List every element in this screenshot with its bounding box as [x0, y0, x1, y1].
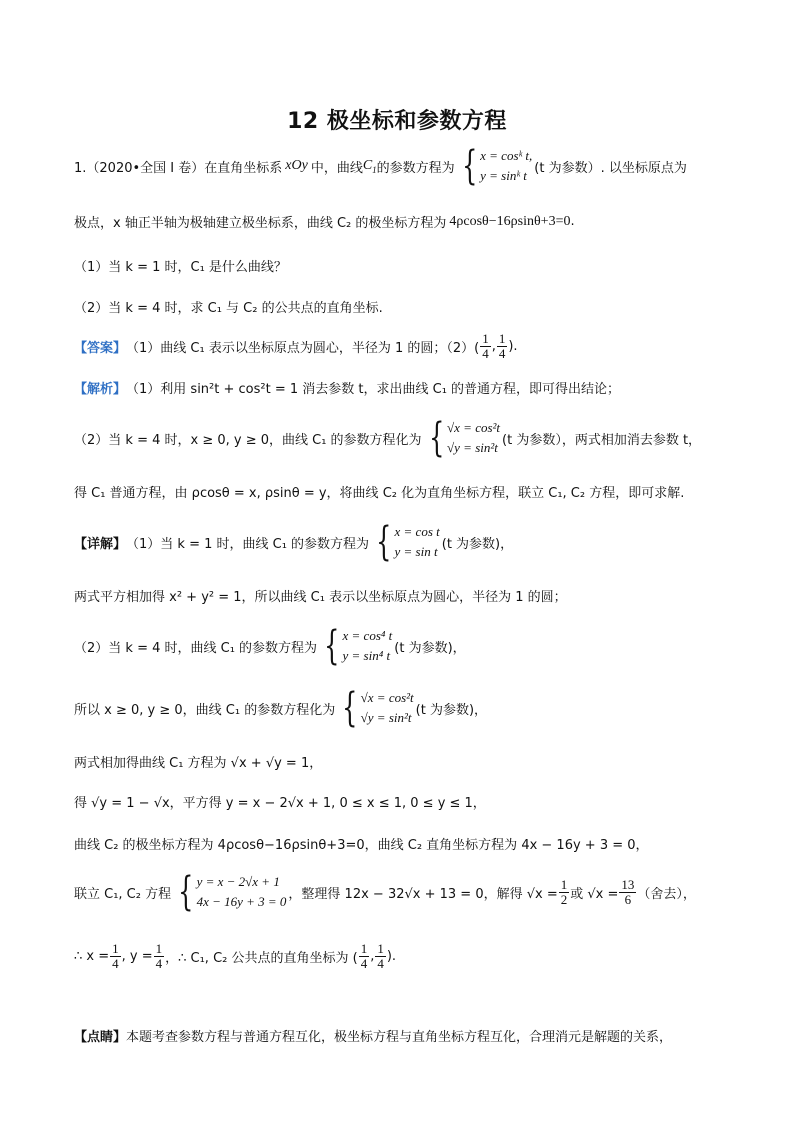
q1-mid: 中，曲线: [310, 160, 363, 176]
detail-sys1-row1: x = cos t: [394, 524, 440, 539]
detail-label: 【详解】: [74, 536, 127, 552]
analysis-system: { √x = cos²t √y = sin²t: [428, 415, 501, 461]
detail-sys2-row2: y = sin⁴ t: [342, 648, 391, 663]
analysis-label: 【解析】: [74, 382, 127, 397]
detail-text-8b: ，整理得 12x − 32√x + 13 = 0，解得 √x =: [288, 886, 558, 902]
detail-system-3: { √x = cos²t √y = sin²t: [342, 685, 414, 731]
detail-line-7: 曲线 C₂ 的极坐标方程为 4ρcosθ−16ρsinθ+3=0，曲线 C₂ 直角坐标方程为 4x − 16y + 3 = 0，: [74, 838, 649, 853]
q1-sys-row2: y = sinᵏ t: [480, 168, 527, 183]
q1-sys-row1: x = cosᵏ t,: [480, 148, 533, 163]
analysis-text-2b: (t 为参数），两式相加消去参数 t，: [502, 432, 702, 448]
detail-sys4-row2: 4x − 16y + 3 = 0: [196, 894, 287, 909]
detail-line-5: 两式相加得曲线 C₁ 方程为 √x + √y = 1，: [74, 756, 323, 771]
q1-param-system: { x = cosᵏ t, y = sinᵏ t: [461, 143, 533, 189]
question-1-line: [74, 143, 687, 189]
detail-system-2: { x = cos⁴ t y = sin⁴ t: [324, 623, 393, 669]
detail-sys3-row1: √x = cos²t: [360, 690, 414, 705]
detail-fraction-y: $\frac{1}{4}$: [155, 941, 163, 971]
detail-sys3-row2: √y = sin²t: [360, 710, 412, 725]
detail-fraction-half: $\frac{1}{2}$: [560, 876, 568, 907]
detail-text-8c: 或 √x =: [570, 886, 619, 902]
detail-sys1-row2: y = sin t: [394, 544, 438, 559]
q1-mid2: 的参数方程为: [376, 160, 455, 176]
analysis-line-2: [74, 415, 702, 461]
detail-line-3: [74, 623, 466, 669]
detail-line-2: 两式平方相加得 x² + y² = 1，所以曲线 C₁ 表示以坐标原点为圆心，半径为 1 的圆；: [74, 590, 567, 605]
answer-end: ).: [508, 339, 518, 354]
analysis-line-3: 得 C₁ 普通方程，由 ρcosθ = x, ρsinθ = y，将曲线 C₂ 化为直角坐标方程，联立 C₁, C₂ 方程，即可求解.: [74, 486, 685, 501]
analysis-sys-row1: √x = cos²t: [447, 420, 501, 435]
sub-question-2: （2）当 k = 4 时，求 C₁ 与 C₂ 的公共点的直角坐标.: [74, 301, 383, 316]
detail-sys2-row1: x = cos⁴ t: [342, 628, 393, 643]
detail-text-1a: （1）当 k = 1 时，曲线 C₁ 的参数方程为: [126, 536, 370, 552]
analysis-text-2a: （2）当 k = 4 时，x ≥ 0, y ≥ 0，曲线 C₁ 的参数方程化为: [74, 432, 422, 448]
detail-fraction-x: $\frac{1}{4}$: [112, 941, 119, 971]
detail-line-6: 得 √y = 1 − √x，平方得 y = x − 2√x + 1, 0 ≤ x ≤ 1, 0 ≤ y ≤ 1，: [74, 796, 486, 811]
answer-label: 【答案】: [74, 341, 127, 356]
sub-question-1: （1）当 k = 1 时，C₁ 是什么曲线？: [74, 260, 287, 275]
detail-text-8d: （舍去），: [637, 886, 696, 902]
detail-text-9c: ，∴ C₁, C₂ 公共点的直角坐标为 (: [165, 951, 358, 966]
detail-text-3b: (t 为参数)，: [394, 640, 466, 656]
detail-text-9a: ∴ x =: [74, 949, 110, 964]
detail-text-9b: , y =: [121, 949, 153, 964]
answer-fraction-y: $\frac{1}{4}$: [498, 331, 506, 361]
analysis-sys-row2: √y = sin²t: [447, 440, 498, 455]
comment-line: [74, 1026, 672, 1045]
detail-line-4: [74, 685, 488, 731]
detail-text-1b: (t 为参数)，: [441, 536, 514, 552]
analysis-text-1: （1）利用 sin²t + cos²t = 1 消去参数 t，求出曲线 C₁ 的普通方程，即可得出结论；: [126, 382, 621, 397]
question-1-line-2: [74, 212, 575, 231]
analysis-line-1: [74, 378, 620, 397]
q1-tail: (t 为参数）. 以坐标原点为: [534, 160, 687, 176]
q1-prefix: 1.（2020•全国 I 卷）在直角坐标系: [74, 160, 283, 176]
q1-c1: $C_1$: [362, 157, 377, 175]
detail-system-1: { x = cos t y = sin t: [376, 519, 440, 565]
line2-end: .: [570, 214, 575, 229]
answer-fraction-x: $\frac{1}{4}$: [482, 331, 489, 361]
detail-fraction-py: $\frac{1}{4}$: [377, 941, 384, 971]
detail-text-4a: 所以 x ≥ 0, y ≥ 0，曲线 C₁ 的参数方程化为: [74, 702, 336, 718]
page-title: 12 极坐标和参数方程: [287, 109, 507, 134]
detail-text-8a: 联立 C₁, C₂ 方程: [74, 886, 172, 902]
detail-line-1: [74, 519, 514, 565]
line2-eq: 4ρcosθ−16ρsinθ+3=0: [449, 213, 571, 229]
detail-system-4: { y = x − 2√x + 1 4x − 16y + 3 = 0: [178, 869, 287, 915]
detail-text-3a: （2）当 k = 4 时，曲线 C₁ 的参数方程为: [74, 640, 318, 656]
detail-text-9d: ).: [386, 949, 397, 964]
detail-fraction-px: $\frac{1}{4}$: [360, 941, 368, 971]
comment-label: 【点睛】: [74, 1030, 127, 1045]
detail-fraction-13-6: $\frac{13}{6}$: [621, 876, 635, 907]
comment-text: 本题考查参数方程与普通方程互化，极坐标方程与直角坐标方程互化，合理消元是解题的关系，: [126, 1030, 673, 1045]
line2-text: 极点，x 轴正半轴为极轴建立极坐标系，曲线 C₂ 的极坐标方程为: [74, 216, 447, 231]
detail-sys4-row1: y = x − 2√x + 1: [196, 874, 280, 889]
q1-xoy: xOy: [285, 158, 308, 173]
answer-line: 【答案】 （1）曲线 C₁ 表示以坐标原点为圆心，半径为 1 的圆；（2）( $\frac{1}{4}$ , $\frac{1}{4}$ ).: [74, 331, 518, 361]
detail-line-9: ∴ x = $\frac{1}{4}$ , y = $\frac{1}{4}$ ，∴ C₁, C₂ 公共点的直角坐标为 ( $\frac{1}{4}$ , $\frac{1}{4}$ ).: [74, 941, 397, 971]
detail-text-4b: (t 为参数)，: [415, 702, 488, 718]
detail-line-8: [74, 869, 696, 915]
answer-text: （1）曲线 C₁ 表示以坐标原点为圆心，半径为 1 的圆；（2）(: [126, 341, 480, 356]
